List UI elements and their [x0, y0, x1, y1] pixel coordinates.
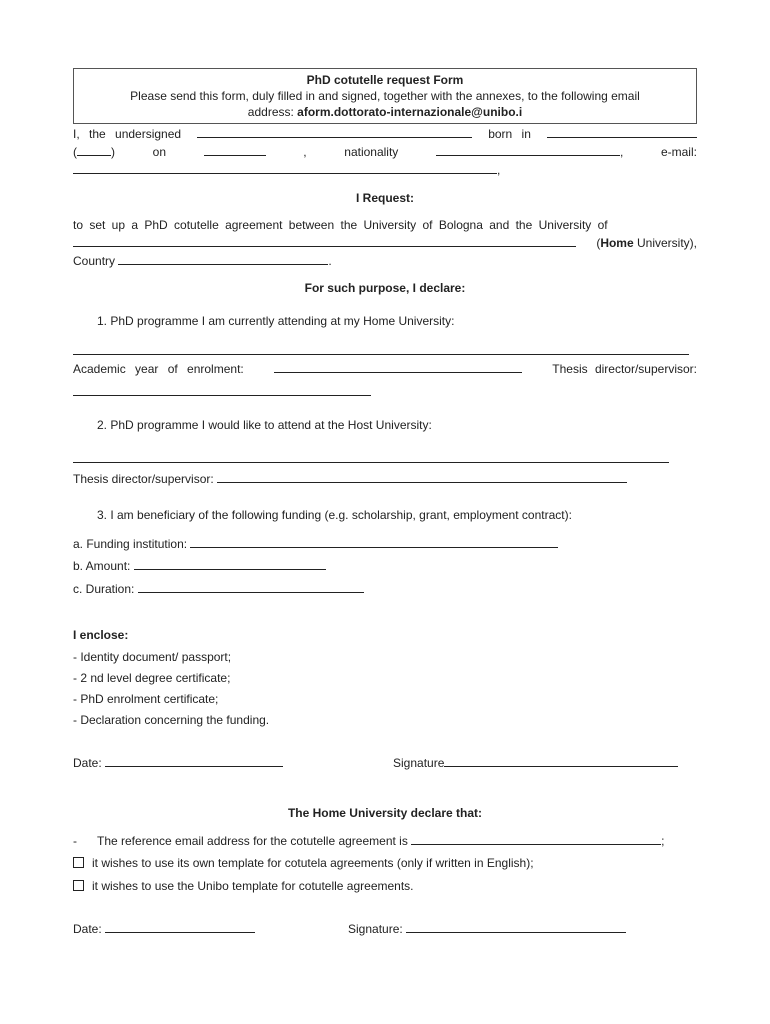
funding-institution-label: a. Funding institution: [73, 537, 188, 551]
email-field[interactable] [73, 163, 497, 174]
date-field[interactable] [105, 756, 283, 767]
declare-item-3: 3. I am beneficiary of the following funding (e.g. scholarship, grant, employment contract): [97, 508, 572, 522]
declare-item-1: 1. PhD programme I am currently attending at my Home University: [97, 314, 455, 328]
amount-line [73, 559, 697, 573]
submission-email: aform.dottorato-internazionale@unibo.i [297, 105, 523, 119]
signature-label-2: Signature: [348, 922, 403, 936]
ref-email-field[interactable] [411, 834, 661, 845]
amount-label: b. Amount: [73, 559, 131, 573]
academic-year-label: Academic year of enrolment: [73, 362, 244, 376]
declare-heading: For such purpose, I declare: [304, 281, 466, 295]
birthplace-field[interactable] [547, 127, 697, 138]
form-title: PhD cotutelle request Form [306, 73, 464, 87]
thesis-director-2-field[interactable] [217, 472, 627, 483]
home-bold: Home [600, 236, 634, 250]
email-prefix: address: [247, 105, 298, 119]
signature-line-2 [73, 922, 697, 936]
date-label-2: Date: [73, 922, 102, 936]
province-field[interactable] [77, 145, 111, 156]
signature-label: Signature [393, 756, 445, 770]
signature-2-wrapper [348, 922, 626, 936]
home-university-suffix: University), [633, 236, 697, 250]
nationality-wrapper [436, 145, 623, 159]
funding-institution-line [73, 537, 697, 551]
request-text [73, 218, 697, 232]
country-period: . [328, 254, 332, 268]
nationality-comma: , [619, 145, 624, 159]
signature-field-2[interactable] [406, 922, 626, 933]
enclose-item: - Identity document/ passport; [73, 650, 232, 664]
thesis-director-label: Thesis director/supervisor: [552, 362, 697, 376]
paren-close: ) [111, 145, 115, 159]
bullet: - [73, 834, 77, 848]
nationality-field[interactable] [436, 145, 620, 156]
born-in-label: born in [488, 127, 531, 141]
home-declare-heading: The Home University declare that: [287, 806, 483, 820]
duration-field[interactable] [138, 582, 364, 593]
signature-line-1 [73, 756, 697, 770]
undersigned-label: I, the undersigned [73, 127, 182, 141]
intro-line-3 [73, 163, 697, 177]
unibo-template-label: it wishes to use the Unibo template for cotutelle agreements. [92, 879, 414, 893]
name-field[interactable] [197, 127, 472, 138]
home-university-field[interactable] [73, 236, 576, 247]
country-field[interactable] [118, 254, 328, 265]
date-label: Date: [73, 756, 102, 770]
birthdate-field[interactable] [204, 145, 266, 156]
amount-field[interactable] [134, 559, 326, 570]
academic-year-line [73, 362, 697, 376]
ref-email-line [73, 834, 697, 848]
comma-label: , [303, 145, 307, 159]
enclose-item: - Declaration concerning the funding. [73, 713, 270, 727]
province-wrapper [73, 145, 115, 159]
enclose-item: - 2 nd level degree certificate; [73, 671, 231, 685]
country-line [73, 254, 697, 268]
form-instructions-email [74, 104, 696, 120]
duration-label: c. Duration: [73, 582, 135, 596]
ref-email-wrapper [97, 834, 665, 848]
thesis-director-2-label: Thesis director/supervisor: [73, 472, 214, 486]
intro-line-2 [73, 145, 697, 159]
current-programme-field[interactable] [73, 354, 689, 355]
signature-field[interactable] [444, 756, 678, 767]
thesis-director-field[interactable] [73, 395, 371, 396]
enclose-item: - PhD enrolment certificate; [73, 692, 219, 706]
country-label: Country [73, 254, 116, 268]
host-programme-field[interactable] [73, 462, 669, 463]
duration-line [73, 582, 697, 596]
option-unibo-template[interactable] [73, 879, 697, 893]
request-heading: I Request: [355, 191, 414, 205]
signature-1-wrapper [393, 756, 678, 770]
academic-year-field[interactable] [274, 362, 522, 373]
home-university-line [73, 236, 697, 250]
intro-line-1 [73, 127, 697, 141]
own-template-checkbox[interactable] [73, 857, 84, 868]
enclose-heading: I enclose: [73, 628, 129, 642]
form-header [73, 68, 697, 124]
request-sentence: to set up a PhD cotutelle agreement between the University of Bologna and the University of [73, 218, 608, 232]
form-instructions: Please send this form, duly filled in and signed, together with the annexes, to the following email [130, 89, 640, 103]
semicolon: ; [661, 834, 665, 848]
declare-item-2: 2. PhD programme I would like to attend at the Host University: [97, 418, 432, 432]
ref-email-label: The reference email address for the cotutelle agreement is [97, 834, 408, 848]
nationality-label: nationality [344, 145, 399, 159]
option-own-template[interactable] [73, 856, 697, 870]
thesis-director-2-line [73, 472, 697, 486]
home-university-label [596, 236, 697, 250]
date-field-2[interactable] [105, 922, 255, 933]
email-label: e-mail: [660, 145, 697, 159]
paren-open: ( [73, 145, 77, 159]
on-label: on [152, 145, 166, 159]
home-paren: ( [596, 236, 601, 250]
email-end-comma: , [497, 163, 501, 177]
unibo-template-checkbox[interactable] [73, 880, 84, 891]
own-template-label: it wishes to use its own template for cotutela agreements (only if written in English); [92, 856, 534, 870]
funding-institution-field[interactable] [190, 537, 558, 548]
